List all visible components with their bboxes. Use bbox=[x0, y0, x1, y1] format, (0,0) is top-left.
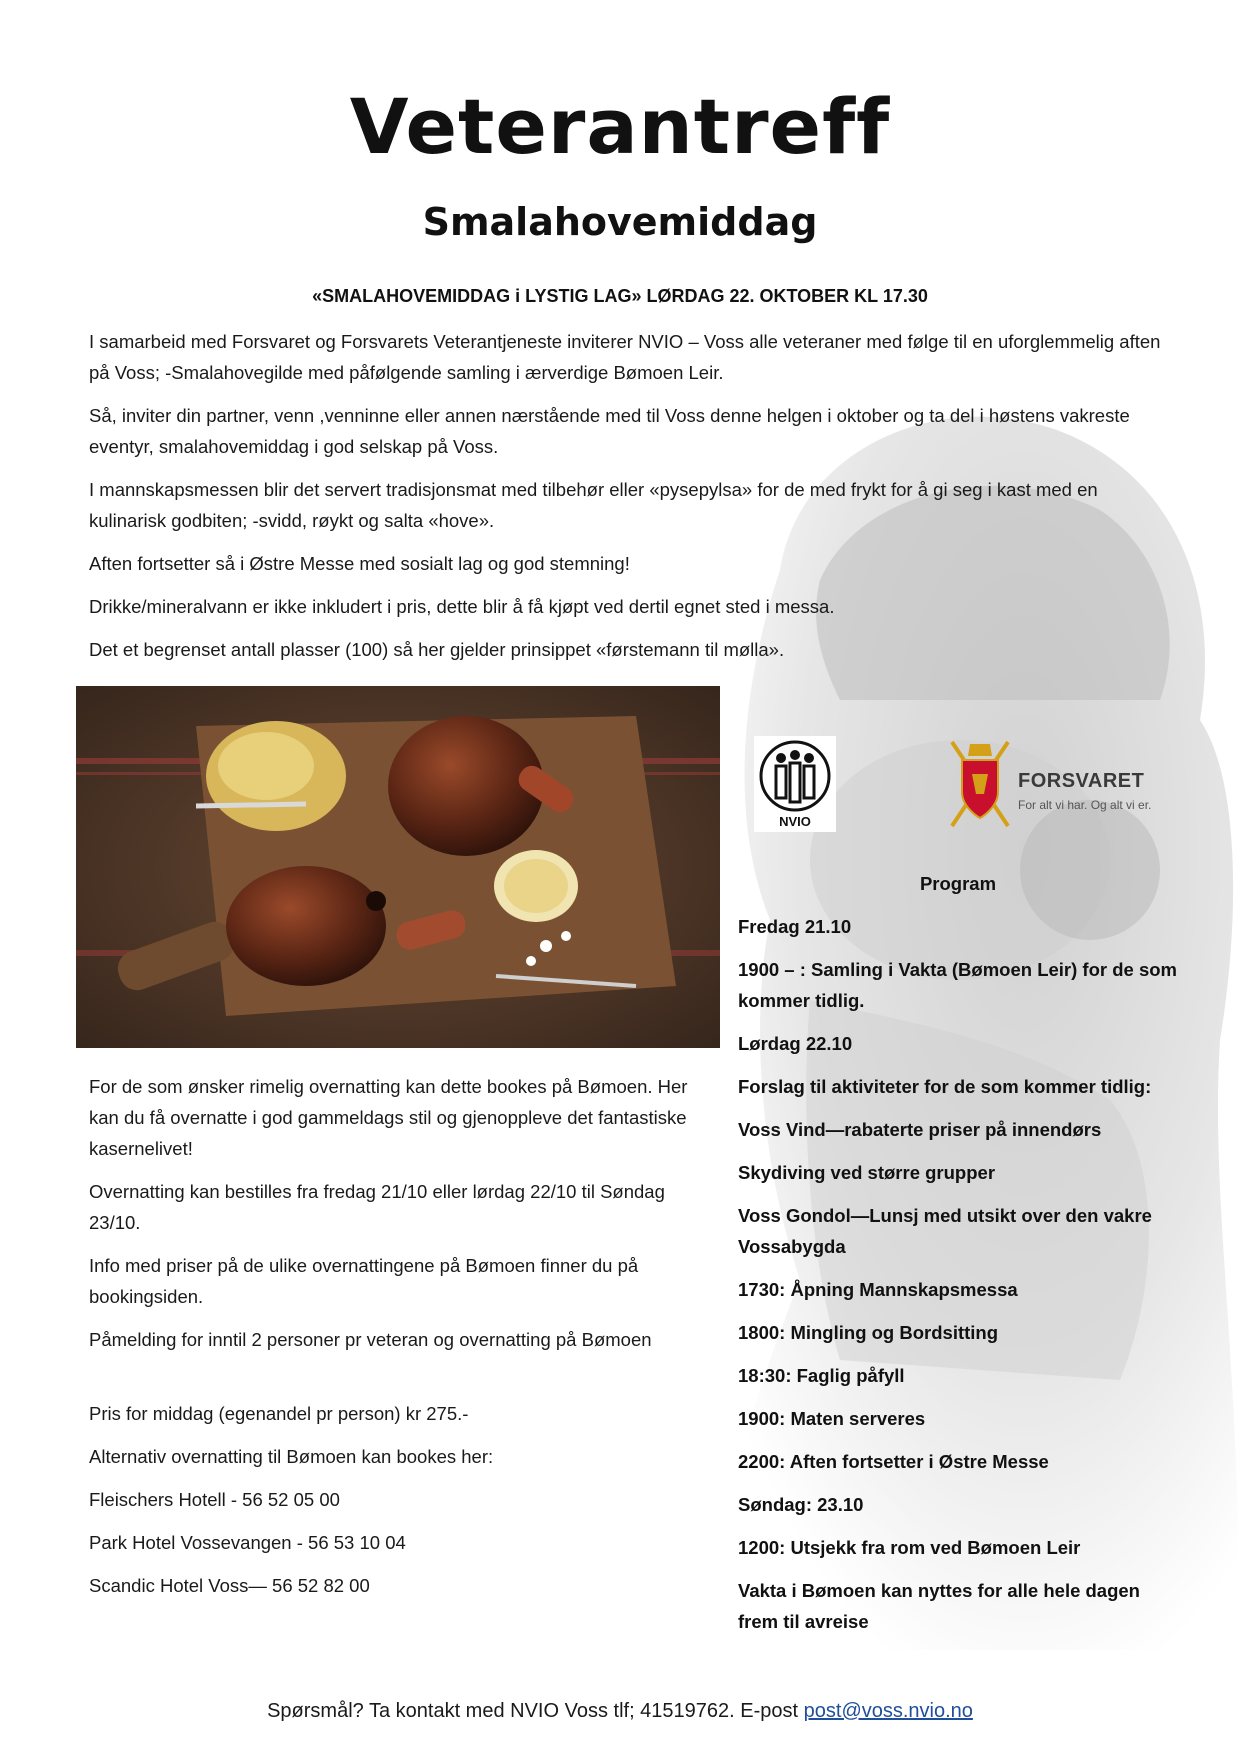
intro-paragraph: Så, inviter din partner, venn ,venninne eller annen nærstående med til Voss denne helgen i oktober og ta del i høstens vakreste eventyr, smalahovemiddag i god selskap på Voss. bbox=[89, 405, 1130, 457]
program-item: Lørdag 22.10 bbox=[738, 1033, 853, 1054]
forsvaret-logo bbox=[948, 734, 1168, 834]
program-item: 1900 – : Samling i Vakta (Bømoen Leir) for de som kommer tidlig. bbox=[738, 959, 1177, 1011]
program-item: Forslag til aktiviteter for de som kommer tidlig: bbox=[738, 1076, 1152, 1097]
smalahove-food-photo bbox=[76, 686, 720, 1048]
program-title: Program bbox=[919, 873, 997, 894]
program-item: Skydiving ved større grupper bbox=[738, 1162, 996, 1183]
program-item: Søndag: 23.10 bbox=[738, 1494, 864, 1515]
intro-paragraph: Drikke/mineralvann er ikke inkludert i pris, dette blir å få kjøpt ved dertil egnet sted i messa. bbox=[89, 596, 835, 617]
intro-paragraph: I samarbeid med Forsvaret og Forsvarets Veterantjeneste inviterer NVIO – Voss alle veteraner med følge til en uforglemmelig aften på Voss; -Smalahovegilde med påfølgende samling i ærverdige Bømoen Leir. bbox=[89, 331, 1161, 383]
contact-email-link[interactable]: post@voss.nvio.no bbox=[803, 1700, 973, 1722]
alt-lodging-line: Alternativ overnatting til Bømoen kan bookes her: bbox=[89, 1446, 494, 1467]
overnight-paragraph: For de som ønsker rimelig overnatting kan dette bookes på Bømoen. Her kan du få overnatte i god gammeldags stil og gjenoppleve det fantastiske kasernelivet! bbox=[89, 1076, 688, 1159]
program-item: 2200: Aften fortsetter i Østre Messe bbox=[738, 1451, 1049, 1472]
intro-paragraph: I mannskapsmessen blir det servert tradisjonsmat med tilbehør eller «pysepylsa» for de med frykt for å gi seg i kast med en kulinarisk godbiten; -svidd, røykt og salta «hove». bbox=[89, 479, 1098, 531]
program-item: 1200: Utsjekk fra rom ved Bømoen Leir bbox=[738, 1537, 1081, 1558]
sponsor-logos bbox=[740, 720, 1180, 830]
page-title: Veterantreff bbox=[349, 82, 891, 171]
hotel-contact: Fleischers Hotell - 56 52 05 00 bbox=[89, 1489, 340, 1510]
overnight-paragraph: Info med priser på de ulike overnattingene på Bømoen finner du på bookingsiden. bbox=[89, 1255, 639, 1307]
nvio-logo bbox=[754, 736, 836, 832]
overnight-paragraph: Overnatting kan bestilles fra fredag 21/10 eller lørdag 22/10 til Søndag 23/10. bbox=[89, 1181, 665, 1233]
forsvaret-name: FORSVARET bbox=[1018, 770, 1145, 792]
event-headline: «SMALAHOVEMIDDAG i LYSTIG LAG» LØRDAG 22. OKTOBER KL 17.30 bbox=[312, 286, 928, 306]
program-item: Voss Gondol—Lunsj med utsikt over den vakre Vossabygda bbox=[738, 1205, 1152, 1257]
program-item: Fredag 21.10 bbox=[738, 916, 852, 937]
forsvaret-tagline: For alt vi har. Og alt vi er. bbox=[1018, 798, 1152, 812]
footer-text: Spørsmål? Ta kontakt med NVIO Voss tlf; 41519762. E-post bbox=[267, 1700, 804, 1722]
intro-paragraph: Aften fortsetter så i Østre Messe med sosialt lag og god stemning! bbox=[89, 553, 630, 574]
price-line: Pris for middag (egenandel pr person) kr 275.- bbox=[89, 1403, 469, 1424]
forsvaret-crest-icon bbox=[948, 734, 1012, 834]
program-item: 18:30: Faglig påfyll bbox=[738, 1365, 905, 1386]
footer-contact bbox=[0, 1700, 1240, 1723]
overnight-paragraph: Påmelding for inntil 2 personer pr veteran og overnatting på Bømoen bbox=[89, 1329, 652, 1350]
hotel-contact: Scandic Hotel Voss— 56 52 82 00 bbox=[89, 1575, 370, 1596]
intro-text bbox=[89, 326, 1169, 677]
nvio-logo-text: NVIO bbox=[779, 814, 811, 829]
program-item: Vakta i Bømoen kan nyttes for alle hele dagen frem til avreise bbox=[738, 1580, 1140, 1632]
hotel-contact: Park Hotel Vossevangen - 56 53 10 04 bbox=[89, 1532, 406, 1553]
program-item: Voss Vind—rabaterte priser på innendørs bbox=[738, 1119, 1102, 1140]
intro-paragraph: Det et begrenset antall plasser (100) så her gjelder prinsippet «førstemann til mølla». bbox=[89, 639, 785, 660]
program-item: 1900: Maten serveres bbox=[738, 1408, 926, 1429]
program-item: 1730: Åpning Mannskapsmessa bbox=[738, 1279, 1018, 1300]
page-subtitle: Smalahovemiddag bbox=[422, 200, 818, 244]
program-item: 1800: Mingling og Bordsitting bbox=[738, 1322, 999, 1343]
program-section bbox=[738, 868, 1178, 1649]
overnight-info bbox=[89, 1071, 709, 1613]
